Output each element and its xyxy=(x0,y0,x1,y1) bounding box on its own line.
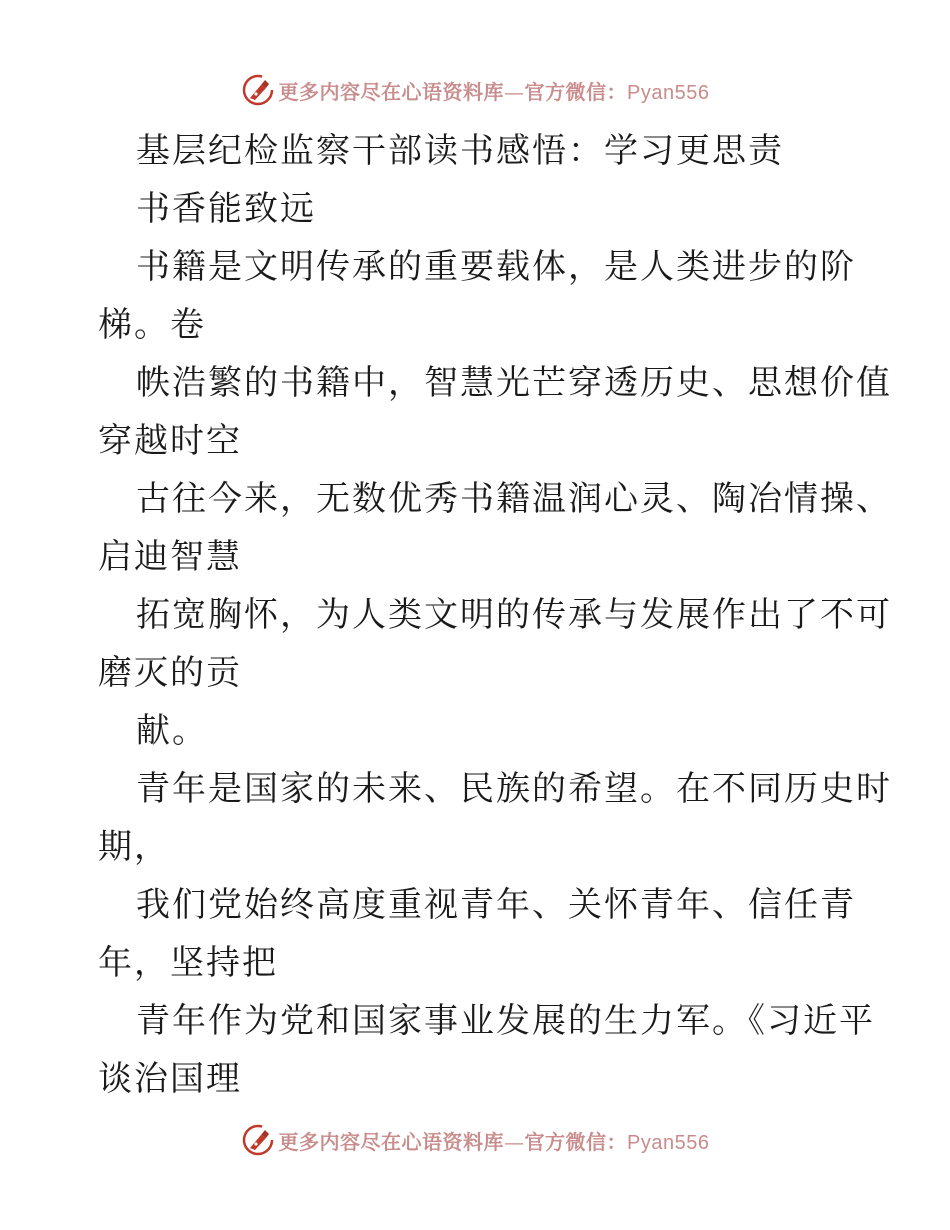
banner-label: 官方微信： xyxy=(524,79,628,104)
document-line: 期， xyxy=(98,827,170,867)
banner-wechat-id: Pyan556 xyxy=(627,81,710,104)
pen-nib-circle-icon xyxy=(241,1123,275,1157)
banner-main-text: 更多内容尽在心语资料库 xyxy=(278,1129,505,1154)
banner-main-text: 更多内容尽在心语资料库 xyxy=(278,79,505,104)
banner-wechat-id: Pyan556 xyxy=(627,1131,710,1154)
pen-nib-circle-icon xyxy=(241,73,275,107)
document-line: 书籍是文明传承的重要载体，是人类进步的阶 xyxy=(136,247,856,287)
document-line: 帙浩繁的书籍中，智慧光芒穿透历史、思想价值 xyxy=(136,363,892,403)
document-line: 年，坚持把 xyxy=(98,943,278,983)
document-body xyxy=(98,122,892,1108)
document-line: 我们党始终高度重视青年、关怀青年、信任青 xyxy=(136,885,856,925)
document-line: 古往今来，无数优秀书籍温润心灵、陶冶情操、 xyxy=(136,479,892,519)
document-line: 书香能致远 xyxy=(136,189,316,229)
header-banner-link[interactable] xyxy=(241,73,710,107)
document-line: 献。 xyxy=(136,711,208,751)
document-line: 梯。卷 xyxy=(98,305,206,345)
document-line: 青年是国家的未来、民族的希望。在不同历史时 xyxy=(136,769,892,809)
document-line: 磨灭的贡 xyxy=(98,653,242,693)
header-banner xyxy=(0,70,950,110)
footer-banner-link[interactable] xyxy=(241,1123,710,1157)
footer-banner xyxy=(0,1120,950,1160)
document-line: 谈治国理 xyxy=(98,1059,242,1099)
document-line: 拓宽胸怀，为人类文明的传承与发展作出了不可 xyxy=(136,595,892,635)
banner-separator: — xyxy=(504,79,525,104)
document-line: 青年作为党和国家事业发展的生力军。《习近平 xyxy=(136,1001,875,1041)
document-line: 穿越时空 xyxy=(98,421,242,461)
document-line: 启迪智慧 xyxy=(98,537,242,577)
footer-banner-text xyxy=(279,1126,710,1155)
document-line: 基层纪检监察干部读书感悟：学习更思责 xyxy=(136,131,784,171)
banner-label: 官方微信： xyxy=(524,1129,628,1154)
banner-separator: — xyxy=(504,1129,525,1154)
header-banner-text xyxy=(279,76,710,105)
